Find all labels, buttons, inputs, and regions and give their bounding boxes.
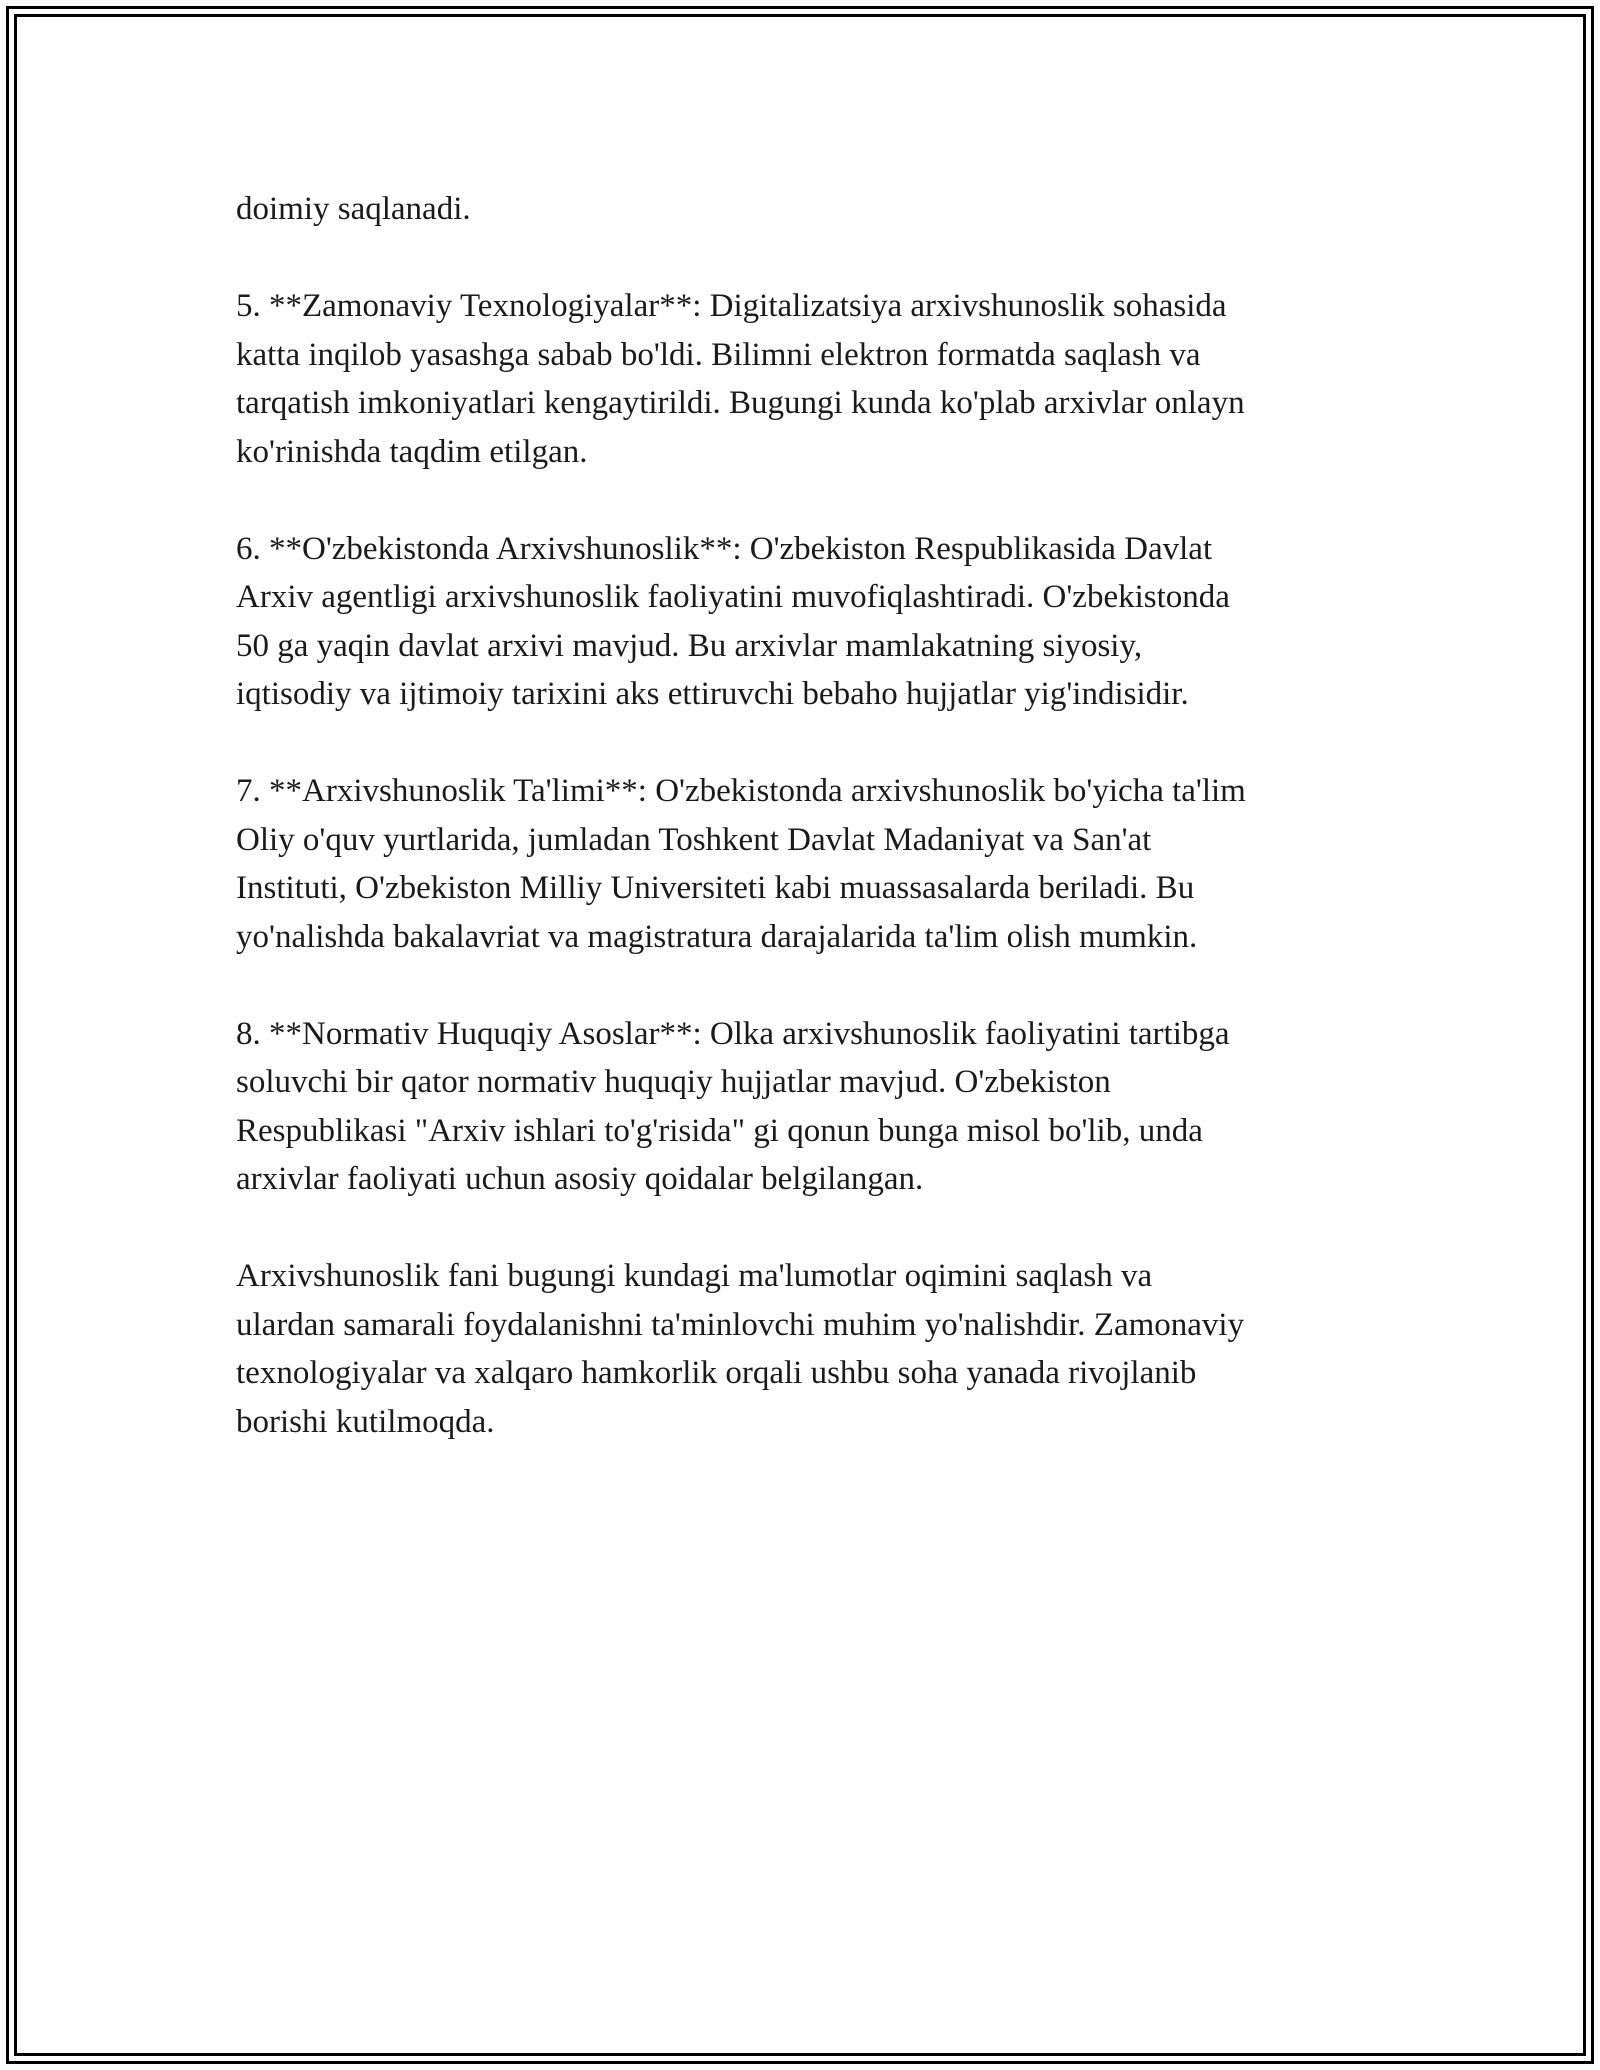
- paragraph-item-5: 5. **Zamonaviy Texnologiyalar**: Digitalizatsiya arxivshunoslik sohasida katta inqilob yasashga sabab bo'ldi. Bilimni elektron formatda saqlash va tarqatish imkoniyatlari kengaytirildi. Bugungi kunda ko'plab arxivlar onlayn ko'rinishda taqdim etilgan.: [236, 288, 1245, 470]
- paragraph-conclusion: Arxivshunoslik fani bugungi kundagi ma'lumotlar oqimini saqlash va ulardan samarali foydalanishni ta'minlovchi muhim yo'nalishdir. Zamonaviy texnologiyalar va xalqaro hamkorlik orqali ushbu soha yanada rivojlanib borishi kutilmoqda.: [236, 1258, 1245, 1440]
- paragraph-continuation: doimiy saqlanadi.: [236, 191, 471, 227]
- paragraph-item-8: 8. **Normativ Huquqiy Asoslar**: Olka arxivshunoslik faoliyatini tartibga soluvchi bir qator normativ huquqiy hujjatlar mavjud. O'zbekiston Respublikasi "Arxiv ishlari to'g'risida" gi qonun bunga misol bo'lib, unda arxivlar faoliyati uchun asosiy qoidalar belgilangan.: [236, 1015, 1230, 1197]
- document-body: [236, 185, 1376, 1446]
- paragraph-item-7: 7. **Arxivshunoslik Ta'limi**: O'zbekistonda arxivshunoslik bo'yicha ta'lim Oliy o'quv yurtlarida, jumladan Toshkent Davlat Madaniyat va San'at Instituti, O'zbekiston Milliy Universiteti kabi muassasalarda beriladi. Bu yo'nalishda bakalavriat va magistratura darajalarida ta'lim olish mumkin.: [236, 773, 1246, 955]
- paragraph-item-6: 6. **O'zbekistonda Arxivshunoslik**: O'zbekiston Respublikasida Davlat Arxiv agentligi arxivshunoslik faoliyatini muvofiqlashtiradi. O'zbekistonda 50 ga yaqin davlat arxivi mavjud. Bu arxivlar mamlakatning siyosiy, iqtisodiy va ijtimoiy tarixini aks ettiruvchi bebaho hujjatlar yig'indisidir.: [236, 530, 1230, 712]
